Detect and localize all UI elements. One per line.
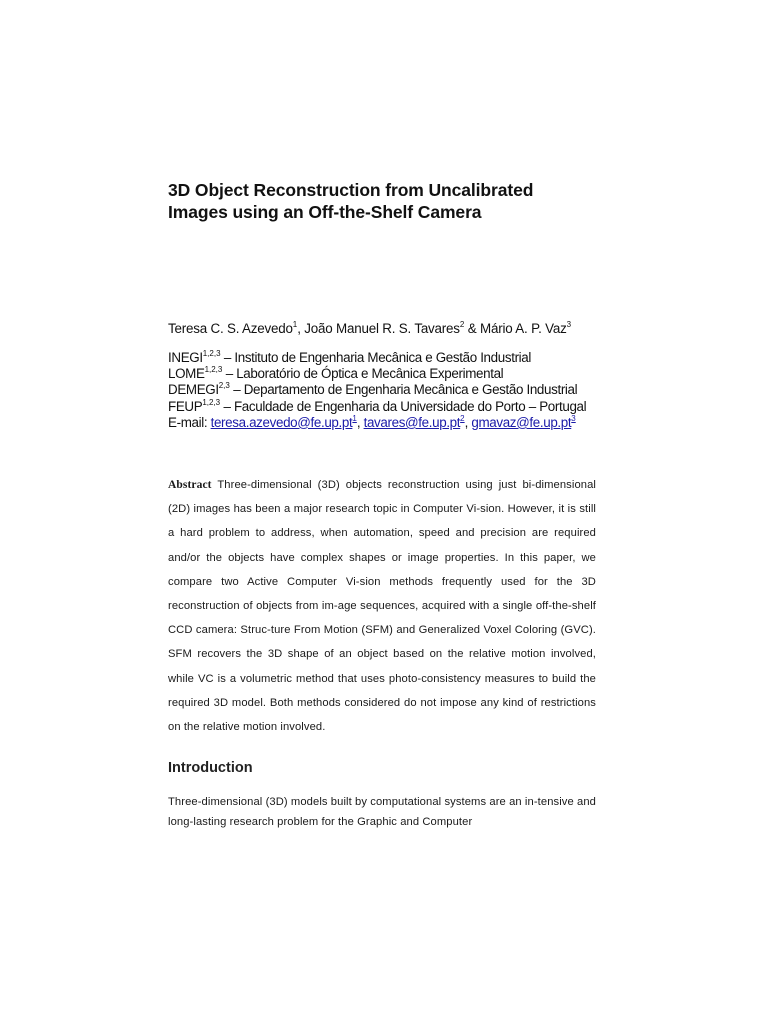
affiliation-sup: 2,3 (218, 381, 230, 391)
author-separator: , (297, 321, 305, 336)
affiliation-feup (168, 399, 586, 415)
introduction-text: Three-dimensional (3D) models built by computational systems are an in-tensive and long-lasting research problem for the Graphic and Computer (168, 796, 596, 828)
email-separator: , (356, 414, 364, 430)
affiliation-org: INEGI (168, 350, 203, 365)
email-separator: , (464, 414, 472, 430)
email-link-vaz[interactable]: gmavaz@fe.up.pt (471, 414, 572, 430)
email-label: E-mail: (168, 414, 211, 430)
email-line (168, 415, 586, 431)
affiliation-org: FEUP (168, 398, 203, 414)
abstract-block (168, 473, 596, 739)
affiliation-sup: 1,2,3 (202, 397, 221, 407)
title-line-2: Images using an Off-the-Shelf Camera (168, 202, 482, 222)
affiliation-org: DEMEGI (168, 382, 219, 398)
email-sup: 3 (571, 413, 576, 423)
email-sup: 2 (460, 413, 465, 423)
email-link-azevedo[interactable]: teresa.azevedo@fe.up.pt (210, 414, 353, 430)
email-sup: 1 (352, 413, 357, 423)
author-2-affil: 2 (459, 320, 465, 329)
author-list (168, 320, 571, 338)
affiliation-inegi (168, 350, 586, 366)
abstract-text: Three-dimensional (3D) objects reconstruction using just bi-dimensional (2D) images has been a major research topic in Computer Vi-sion. However, it is still a hard problem to address, when automation, speed and precision are required and/or the objects have complex shapes or image properties. In this paper, we compare two Active Computer Vi-sion methods frequently used for the 3D reconstruction of objects from im-age sequences, acquired with a single off-the-shelf CCD camera: Struc-ture From Motion (SFM) and Generalized Voxel Coloring (GVC). SFM recovers the 3D shape of an object based on the relative motion involved, while VC is a volumetric method that uses photo-consistency measures to build the required 3D model. Both methods considered do not impose any kind of restrictions on the relative motion involved. (168, 479, 597, 734)
author-separator: & (464, 321, 481, 336)
affiliation-lome (168, 366, 586, 382)
affiliation-org: LOME (168, 366, 205, 382)
author-1-affil: 1 (292, 320, 298, 329)
title-line-1: 3D Object Reconstruction from Uncalibrated (168, 180, 534, 200)
affiliation-sup: 1,2,3 (202, 349, 221, 358)
abstract-label: Abstract (168, 479, 212, 491)
affiliation-sup: 1,2,3 (204, 365, 223, 375)
author-3: Mário A. P. Vaz (480, 321, 567, 336)
affiliation-desc: – Departamento de Engenharia Mecânica e Gestão Industrial (229, 382, 578, 398)
section-heading-introduction: Introduction (168, 760, 253, 776)
email-link-tavares[interactable]: tavares@fe.up.pt (363, 414, 461, 430)
affiliation-desc: – Laboratório de Óptica e Mecânica Experimental (222, 366, 504, 382)
affiliation-desc: – Instituto de Engenharia Mecânica e Gestão Industrial (220, 350, 532, 365)
affiliation-demegi (168, 382, 586, 398)
author-2: João Manuel R. S. Tavares (304, 321, 460, 336)
paper-title (168, 179, 608, 223)
author-1: Teresa C. S. Azevedo (168, 321, 293, 336)
affiliations-block (168, 350, 586, 431)
author-3-affil: 3 (566, 320, 572, 329)
affiliation-desc: – Faculdade de Engenharia da Universidade do Porto – Portugal (220, 398, 587, 414)
